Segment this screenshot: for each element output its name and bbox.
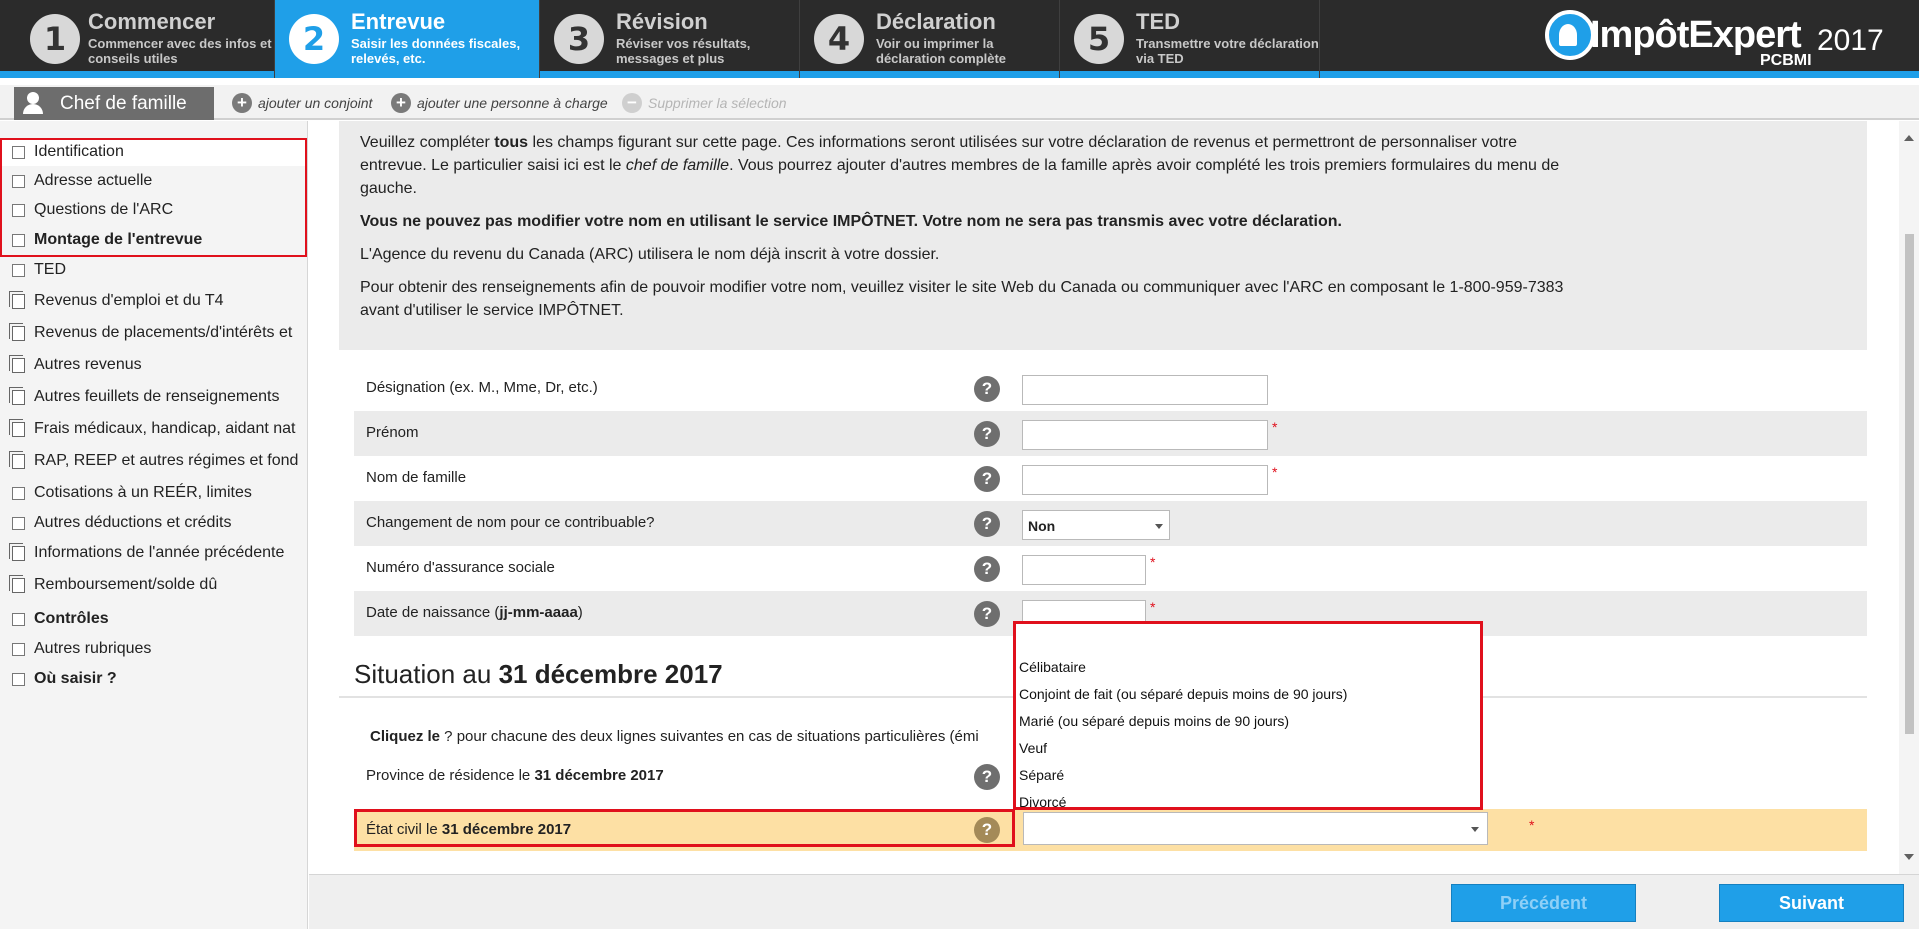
designation-input[interactable] [1022, 375, 1268, 405]
intro-paragraph: Veuillez compléter tous les champs figurant sur cette page. Ces informations seront utilisées sur votre déclaration de revenus et permettront de personnaliser votre entrevue. Le particulier saisi ici est le chef de famille. Vous pourrez ajouter d'autres membres de la famille après avoir complété les trois premiers formulaires du menu de gauche. [360, 134, 1560, 197]
checkbox-icon [12, 487, 25, 500]
document-icon [12, 390, 25, 405]
add-dependent-button[interactable] [391, 93, 608, 113]
required-marker: * [1150, 554, 1156, 570]
step-subtitle: Voir ou imprimer la déclaration complète [876, 36, 1007, 66]
document-icon [12, 454, 25, 469]
help-icon[interactable]: ? [974, 466, 1000, 492]
checkbox-icon [12, 643, 25, 656]
scroll-up-icon[interactable] [1904, 135, 1914, 141]
help-icon[interactable]: ? [974, 601, 1000, 627]
etat-civil-dropdown [1013, 621, 1483, 810]
checkbox-icon [12, 517, 25, 530]
sidebar-item-remboursement[interactable] [12, 571, 308, 599]
row-prenom [354, 411, 1867, 456]
fleur-de-lis-icon [1545, 10, 1595, 60]
sidebar-item-label: Informations de l'année précédente [34, 544, 285, 561]
sidebar-item-label: Revenus d'emploi et du T4 [34, 292, 224, 309]
province-label: Province de résidence le 31 décembre 2017 [366, 767, 664, 784]
chevron-down-icon [1155, 524, 1163, 529]
tab-chef-de-famille[interactable] [14, 87, 214, 120]
sidebar-item-label: Adresse actuelle [34, 172, 153, 189]
vertical-scrollbar[interactable] [1899, 121, 1919, 874]
option-separe[interactable]: Séparé [1019, 767, 1065, 783]
etat-civil-label: État civil le 31 décembre 2017 [366, 821, 572, 838]
sidebar-item-label: RAP, REEP et autres régimes et fond [34, 452, 299, 469]
nas-input[interactable] [1022, 555, 1146, 585]
sidebar-item-rap-reep[interactable] [12, 447, 308, 475]
help-icon[interactable]: ? [974, 556, 1000, 582]
logo-name: ImpôtExpert [1590, 14, 1801, 56]
checkbox-icon [12, 234, 25, 247]
row-nas [354, 546, 1867, 591]
option-divorce[interactable]: Divorcé [1019, 794, 1067, 810]
sidebar-item-label: Cotisations à un REÉR, limites [34, 484, 252, 501]
sidebar-item-label: Autres rubriques [34, 640, 152, 657]
help-icon[interactable]: ? [974, 764, 1000, 790]
add-spouse-label: ajouter un conjoint [258, 95, 373, 111]
document-icon [12, 422, 25, 437]
changement-value: Non [1028, 518, 1056, 534]
sidebar-item-label: TED [34, 261, 66, 278]
step-entrevue[interactable] [275, 0, 540, 78]
prenom-label: Prénom [366, 424, 419, 441]
step-subtitle: Réviser vos résultats, messages et plus [616, 36, 751, 66]
help-icon[interactable]: ? [974, 511, 1000, 537]
sidebar-item-label: Montage de l'entrevue [34, 231, 203, 248]
intro-arc-note: L'Agence du revenu du Canada (ARC) utilisera le nom déjà inscrit à votre dossier. [360, 246, 940, 263]
sidebar-item-label: Autres feuillets de renseignements [34, 388, 280, 405]
sidebar-item-label: Questions de l'ARC [34, 201, 174, 218]
designation-label: Désignation (ex. M., Mme, Dr, etc.) [366, 379, 598, 396]
step-title: Déclaration [876, 9, 996, 34]
step-ted[interactable] [1060, 0, 1320, 78]
required-marker: * [1272, 419, 1278, 435]
sidebar-item-autres-feuillets[interactable] [12, 383, 308, 411]
sidebar-item-label: Identification [34, 143, 124, 160]
logo-sub: PCBMI [1760, 52, 1812, 69]
required-marker: * [1529, 817, 1535, 833]
delete-selection-button[interactable] [622, 93, 787, 113]
intro-panel [339, 121, 1867, 350]
step-commencer[interactable] [0, 0, 275, 78]
help-icon[interactable]: ? [974, 817, 1000, 843]
step-subtitle: Saisir les données fiscales, relevés, etc. [351, 36, 521, 66]
step-title: TED [1136, 9, 1180, 34]
checkbox-icon [12, 204, 25, 217]
row-nom [354, 456, 1867, 501]
sidebar-item-annee-precedente[interactable] [12, 539, 308, 567]
option-conjoint-de-fait[interactable]: Conjoint de fait (ou séparé depuis moins de 90 jours) [1019, 686, 1348, 702]
row-etat-civil [354, 809, 1867, 851]
plus-icon: + [232, 93, 252, 113]
tab-label: Chef de famille [60, 93, 187, 114]
next-button[interactable]: Suivant [1719, 884, 1904, 922]
option-marie[interactable]: Marié (ou séparé depuis moins de 90 jours) [1019, 713, 1290, 729]
chevron-down-icon [1471, 827, 1479, 832]
prenom-input[interactable] [1022, 420, 1268, 450]
step-revision[interactable] [540, 0, 800, 78]
row-designation [354, 366, 1867, 411]
naissance-label: Date de naissance (jj-mm-aaaa) [366, 604, 583, 621]
sidebar-item-ted[interactable] [12, 256, 308, 284]
previous-button[interactable]: Précédent [1451, 884, 1636, 922]
intro-warning: Vous ne pouvez pas modifier votre nom en utilisant le service IMPÔTNET. Votre nom ne sera pas transmis avec votre déclaration. [360, 213, 1342, 230]
cliquez-instruction: Cliquez le ? pour chacune des deux lignes suivantes en cas de situations particulières (émi [370, 728, 979, 745]
step-subtitle: Transmettre votre déclaration via TED [1136, 36, 1319, 66]
main-content [309, 121, 1899, 874]
document-icon [12, 358, 25, 373]
scroll-thumb[interactable] [1905, 234, 1914, 734]
step-subtitle: Commencer avec des infos et conseils utiles [88, 36, 272, 66]
step-number: 1 [30, 14, 80, 64]
step-declaration[interactable] [800, 0, 1060, 78]
sidebar-item-frais-medicaux[interactable] [12, 415, 308, 443]
checkbox-icon [12, 175, 25, 188]
sidebar-item-questions-arc[interactable] [12, 196, 308, 224]
nas-label: Numéro d'assurance sociale [366, 559, 555, 576]
changement-label: Changement de nom pour ce contribuable? [366, 514, 655, 531]
sidebar-item-label: Frais médicaux, handicap, aidant nat [34, 420, 296, 437]
step-title: Révision [616, 9, 708, 34]
sidebar-item-label: Remboursement/solde dû [34, 576, 218, 593]
checkbox-icon [12, 146, 25, 159]
checkbox-icon [12, 264, 25, 277]
checkbox-icon [12, 673, 25, 686]
intro-contact-note: Pour obtenir des renseignements afin de pouvoir modifier votre nom, veuillez visiter le site Web du Canada ou communiquer avec l'ARC en composant le 1-800-959-7383 avant d'utiliser le service IMPÔTNET. [360, 279, 1564, 319]
step-title: Entrevue [351, 9, 446, 34]
required-marker: * [1150, 599, 1156, 615]
add-spouse-button[interactable] [232, 93, 372, 113]
step-number: 3 [554, 14, 604, 64]
family-bar [0, 85, 1919, 120]
step-title: Commencer [88, 9, 216, 34]
step-bar [0, 0, 1919, 78]
checkbox-icon [12, 613, 25, 626]
sidebar-item-label: Autres revenus [34, 356, 142, 373]
scroll-down-icon[interactable] [1904, 854, 1914, 860]
sidebar-item-label: Contrôles [34, 610, 109, 627]
step-number: 5 [1074, 14, 1124, 64]
sidebar-item-adresse[interactable] [12, 167, 308, 195]
row-changement-nom [354, 501, 1867, 546]
logo-year: 2017 [1817, 24, 1884, 57]
add-dependent-label: ajouter une personne à charge [417, 95, 608, 111]
sidebar-item-montage[interactable] [12, 226, 308, 254]
document-icon [12, 326, 25, 341]
situation-heading: Situation au 31 décembre 2017 [354, 659, 723, 689]
sidebar-item-controles[interactable] [12, 605, 308, 633]
option-veuf[interactable]: Veuf [1019, 740, 1048, 756]
sidebar-item-autres-deductions[interactable] [12, 509, 308, 537]
help-icon[interactable]: ? [974, 421, 1000, 447]
sidebar-item-autres-revenus[interactable] [12, 351, 308, 379]
document-icon [12, 294, 25, 309]
step-number: 4 [814, 14, 864, 64]
sidebar-item-cotisations-reer[interactable] [12, 479, 308, 507]
sidebar-item-revenus-emploi[interactable] [12, 287, 308, 315]
app-logo [1545, 6, 1915, 71]
footer-bar [309, 874, 1919, 929]
sidebar [0, 121, 308, 929]
document-icon [12, 578, 25, 593]
sidebar-item-ou-saisir[interactable] [12, 665, 308, 693]
step-number: 2 [289, 14, 339, 64]
sidebar-item-label: Où saisir ? [34, 670, 117, 687]
nom-input[interactable] [1022, 465, 1268, 495]
sidebar-item-identification[interactable] [1, 138, 306, 166]
option-celibataire[interactable]: Célibataire [1019, 659, 1086, 675]
person-icon [22, 92, 44, 114]
document-icon [12, 546, 25, 561]
minus-icon: − [622, 93, 642, 113]
nom-label: Nom de famille [366, 469, 467, 486]
plus-icon: + [391, 93, 411, 113]
sidebar-item-label: Revenus de placements/d'intérêts et [34, 324, 293, 341]
sidebar-item-label: Autres déductions et crédits [34, 514, 232, 531]
help-icon[interactable]: ? [974, 376, 1000, 402]
delete-selection-label: Supprimer la sélection [648, 95, 787, 111]
required-marker: * [1272, 464, 1278, 480]
etat-civil-select[interactable] [1023, 812, 1488, 845]
sidebar-item-autres-rubriques[interactable] [12, 635, 308, 663]
sidebar-item-revenus-placements[interactable] [12, 319, 308, 347]
changement-nom-select[interactable] [1022, 510, 1170, 540]
